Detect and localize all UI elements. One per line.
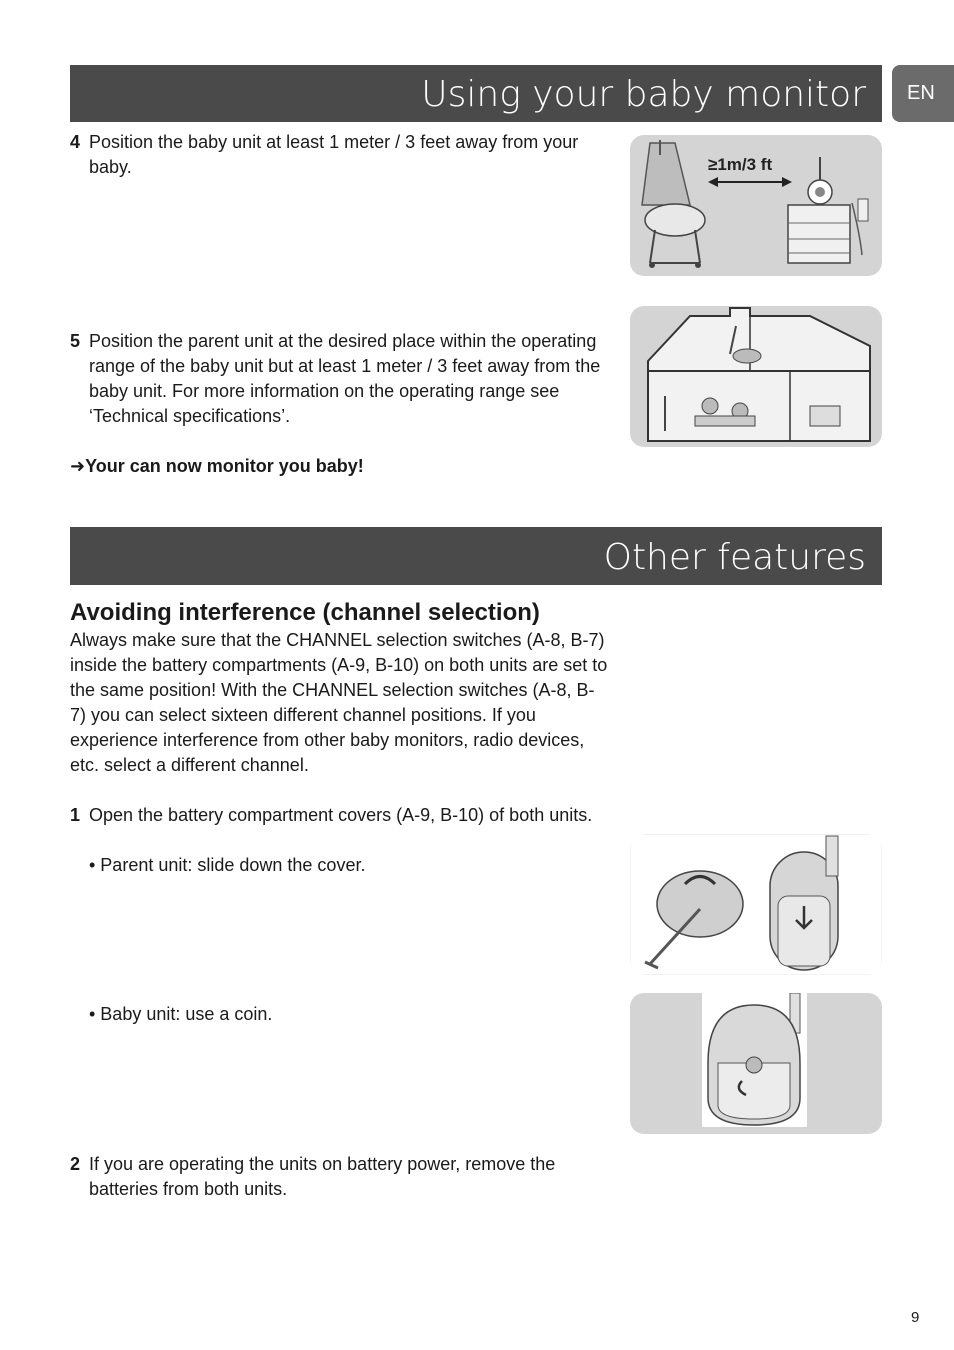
page-number: 9	[911, 1309, 920, 1326]
illustration-distance	[630, 135, 882, 276]
step-number: 2	[70, 1154, 81, 1174]
step-2	[70, 1152, 610, 1202]
step-4	[70, 130, 610, 180]
bullet-baby-unit: • Baby unit: use a coin.	[89, 1004, 273, 1024]
step-text: Position the baby unit at least 1 meter / 3 feet away from your baby.	[89, 132, 579, 177]
illustration-parent-unit-cover	[630, 834, 882, 975]
step-5	[70, 329, 610, 429]
section-title-using-baby-monitor: Using your baby monitor	[70, 65, 882, 122]
language-tab: EN	[892, 65, 954, 122]
section-title-other-features: Other features	[70, 527, 882, 585]
result-text: ➜Your can now monitor you baby!	[70, 456, 364, 476]
distance-label: ≥1m/3 ft	[708, 155, 773, 174]
step-number: 1	[70, 805, 81, 825]
section-body-text: Always make sure that the CHANNEL selection switches (A-8, B-7) inside the battery compartments (A-9, B-10) on both units are set to the same position! With the CHANNEL selection switches (A-8, B-7) you can select sixteen different channel positions. If you experience interference from other baby monitors, radio devices, etc. select a different channel.	[70, 630, 608, 775]
step-text: If you are operating the units on battery power, remove the batteries from both units.	[89, 1154, 556, 1199]
step-text: Open the battery compartment covers (A-9, B-10) of both units.	[89, 805, 593, 825]
illustration-house	[630, 306, 882, 447]
step-1	[70, 803, 610, 828]
section-heading: Avoiding interference (channel selection)	[70, 599, 540, 626]
bullet-parent-unit: • Parent unit: slide down the cover.	[89, 855, 366, 875]
step-number: 5	[70, 331, 81, 351]
illustration-baby-unit-coin	[630, 993, 882, 1134]
step-number: 4	[70, 132, 81, 152]
step-text: Position the parent unit at the desired place within the operating range of the baby unit but at least 1 meter / 3 feet away from the baby unit. For more information on the operating range see ‘Technical specifications’.	[89, 331, 601, 426]
